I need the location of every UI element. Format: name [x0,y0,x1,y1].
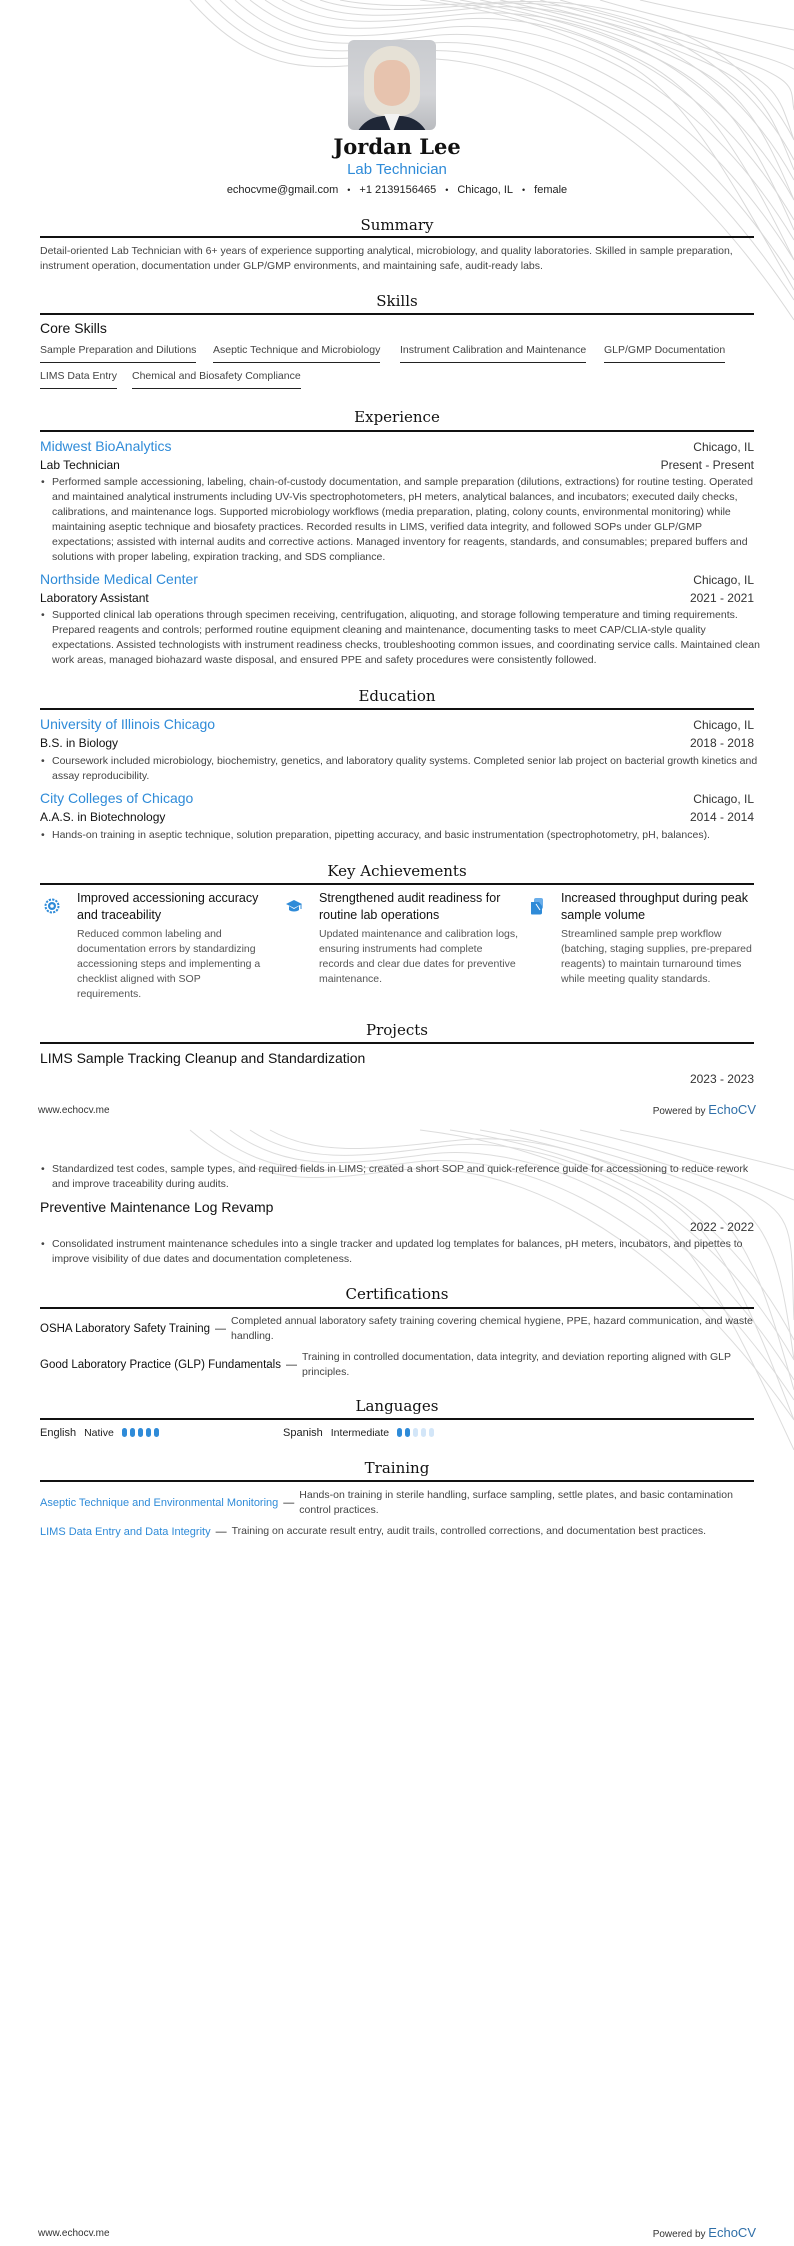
footer-powered-by [653,1102,756,1117]
section-title-languages: Languages [355,1397,439,1415]
certification-name: OSHA Laboratory Safety Training [40,1323,211,1335]
skill-tag: Aseptic Technique and Microbiology [213,344,380,363]
training-name: Aseptic Technique and Environmental Monitoring [40,1497,279,1509]
education-degree: B.S. in Biology [40,736,119,750]
project-title: Preventive Maintenance Log Revamp [40,1199,274,1215]
training-name: LIMS Data Entry and Data Integrity [40,1525,211,1538]
section-divider [40,236,754,238]
education-location: Chicago, IL [693,792,754,806]
skill-tag: Sample Preparation and Dilutions [40,344,196,363]
clipboard-icon [529,897,545,920]
experience-dates: 2021 - 2021 [689,591,754,605]
education-school: University of Illinois Chicago [40,716,216,732]
language-proficiency-dots [397,1427,437,1439]
section-title-summary: Summary [360,216,434,234]
section-divider [40,883,754,885]
section-divider [40,313,754,315]
skill-tag: LIMS Data Entry [40,370,117,389]
experience-org: Midwest BioAnalytics [40,438,172,454]
training-desc: Training on accurate result entry, audit trails, controlled corrections, and documentation best practices. [231,1525,707,1537]
certification-name: Good Laboratory Practice (GLP) Fundamentals [40,1359,281,1371]
footer-powered-by [653,2225,756,2240]
project-bullets [40,1237,766,1267]
section-title-education: Education [358,687,436,705]
dash-separator: — [215,1323,227,1335]
training-item [40,1524,754,1539]
language-name: English [40,1427,77,1439]
language-proficiency-dots [122,1427,162,1439]
project-bullets [40,1162,766,1192]
contact-gender: female [534,184,568,196]
candidate-name: Jordan Lee [333,134,461,159]
education-bullets [40,754,766,784]
project-title: LIMS Sample Tracking Cleanup and Standardization [40,1050,366,1066]
graduation-cap-icon [285,898,303,919]
experience-location: Chicago, IL [693,573,754,587]
achievement-title: Strengthened audit readiness for routine lab operations [319,891,501,922]
education-dates: 2018 - 2018 [689,736,754,750]
contact-email[interactable]: echocvme@gmail.com [226,184,339,196]
dash-separator: — [215,1525,227,1538]
section-divider [40,430,754,432]
gear-icon [44,898,60,919]
education-dates: 2014 - 2014 [689,810,754,824]
experience-org: Northside Medical Center [40,571,198,587]
education-degree: A.A.S. in Biotechnology [40,810,166,824]
brand-link[interactable]: EchoCV [708,1102,756,1117]
achievement-title: Improved accessioning accuracy and traceability [77,891,259,922]
contact-phone[interactable]: +1 2139156465 [359,184,437,196]
achievement-item [319,890,519,987]
skill-tag: Instrument Calibration and Maintenance [400,344,586,363]
footer-site-link[interactable]: www.echocv.me [38,1105,110,1116]
achievement-item [77,890,267,1002]
certification-desc: Completed annual laboratory safety training covering chemical hygiene, PPE, hazard communication, and waste handling. [231,1315,753,1342]
summary-text: Detail-oriented Lab Technician with 6+ years of experience supporting analytical, microbiology, and quality laboratories. Skilled in sample preparation, instrument operation, documentation under GLP/GMP environments, and maintaining safe, audit-ready labs. [40,245,733,272]
section-title-achievements: Key Achievements [327,862,467,880]
section-divider [40,1480,754,1482]
achievement-title: Increased throughput during peak sample volume [561,891,748,922]
dash-separator: — [283,1497,295,1509]
project-dates: 2022 - 2022 [689,1220,754,1234]
profile-photo [348,40,436,130]
section-title-experience: Experience [354,408,440,426]
education-location: Chicago, IL [693,718,754,732]
education-bullets [40,828,766,843]
language-level: Intermediate [330,1427,390,1439]
training-desc: Hands-on training in sterile handling, surface sampling, settle plates, and basic contamination control practices. [299,1489,733,1516]
section-divider [40,1307,754,1309]
section-title-projects: Projects [366,1021,428,1039]
section-divider [40,1418,754,1420]
experience-bullets [40,475,766,565]
certification-desc: Training in controlled documentation, data integrity, and deviation reporting aligned with GLP principles. [301,1351,731,1378]
certification-item [40,1350,754,1380]
training-item [40,1488,754,1518]
section-title-certifications: Certifications [345,1285,449,1303]
dash-separator: — [285,1359,297,1371]
education-school: City Colleges of Chicago [40,790,194,806]
education-bullet: • Coursework included microbiology, biochemistry, genetics, and laboratory quality systems. Completed senior lab project on bacterial growth kinetics and assay reproducibility. [52,754,766,784]
language-level: Native [84,1427,114,1439]
section-divider [40,708,754,710]
powered-by-label: Powered by [652,1106,706,1117]
experience-bullet: • Supported clinical lab operations through specimen receiving, centrifugation, aliquoting, and storage following temperature and timing requirements. Prepared reagents and controls; performed routine equipment cleaning and maintenance, documenting tasks to meet CAP/CLIA-style quality expectations. Assisted technologists with instrument readiness checks, troubleshooting common issues, and coordinating service calls. Maintained clean work areas, managed biohazard waste disposal, and ensured PPE and safety procedures were consistently followed. [52,608,766,668]
experience-location: Chicago, IL [693,440,754,454]
experience-bullet: • Performed sample accessioning, labeling, chain-of-custody documentation, and sample preparation (dilutions, extractions) for routine testing. Operated and maintained analytical instruments including UV-Vis spectrophotometers, pH meters, analytical balances, and incubators; executed daily checks, calibrations, and maintenance logs. Supported microbiology workflows (media preparation, plating, colony counts, environmental monitoring) while maintaining aseptic technique and biosafety practices. Recorded results in LIMS, verified data integrity, and followed SOPs under GLP/GMP expectations; assisted with internal audits and corrective actions. Managed inventory for reagents, standards, and consumables; prepared buffers and solutions with proper labeling, expiration tracking, and SDS compliance. [52,475,766,565]
brand-link[interactable]: EchoCV [708,2225,756,2240]
achievement-desc: Updated maintenance and calibration logs, ensuring instruments had complete records and clear due dates for preventive maintenance. [319,928,519,985]
section-title-training: Training [364,1459,430,1477]
section-title-skills: Skills [376,292,418,310]
project-bullet: • Consolidated instrument maintenance schedules into a single tracker and updated log templates for balances, pH meters, incubators, and pipettes to improve visibility of due dates and documentation completeness. [52,1237,766,1267]
education-bullet: • Hands-on training in aseptic technique, solution preparation, pipetting accuracy, and basic instrumentation (spectrophotometry, pH, balances). [52,828,766,843]
achievement-desc: Reduced common labeling and documentation errors by standardizing accessioning steps and implementing a checklist aligned with SOP requirements. [77,928,261,1000]
achievement-desc: Streamlined sample prep workflow (batching, staging supplies, pre-prepared reagents) to maintain turnaround times while meeting quality standards. [561,928,752,985]
experience-position: Lab Technician [40,458,120,472]
language-name: Spanish [283,1427,323,1439]
experience-position: Laboratory Assistant [40,591,149,605]
language-item [283,1427,437,1439]
certification-item [40,1314,754,1344]
contact-location: Chicago, IL [457,184,513,196]
section-divider [40,1042,754,1044]
candidate-title: Lab Technician [347,161,447,178]
achievement-item [561,890,757,987]
powered-by-label: Powered by [652,2229,706,2240]
experience-bullets [40,608,766,668]
project-bullet: • Standardized test codes, sample types, and required fields in LIMS; created a short SOP and quick-reference guide for accessioning to reduce rework and improve traceability during audits. [52,1162,766,1192]
language-item [40,1427,162,1439]
experience-dates: Present - Present [660,458,754,472]
contact-line: echocvme@gmail.com • +1 2139156465 • Chicago, IL • female [226,184,568,196]
skill-tag: Chemical and Biosafety Compliance [132,370,301,389]
skill-tag: GLP/GMP Documentation [604,344,725,363]
skills-group-title: Core Skills [40,320,107,336]
project-dates: 2023 - 2023 [689,1072,754,1086]
footer-site-link[interactable]: www.echocv.me [38,2228,110,2239]
